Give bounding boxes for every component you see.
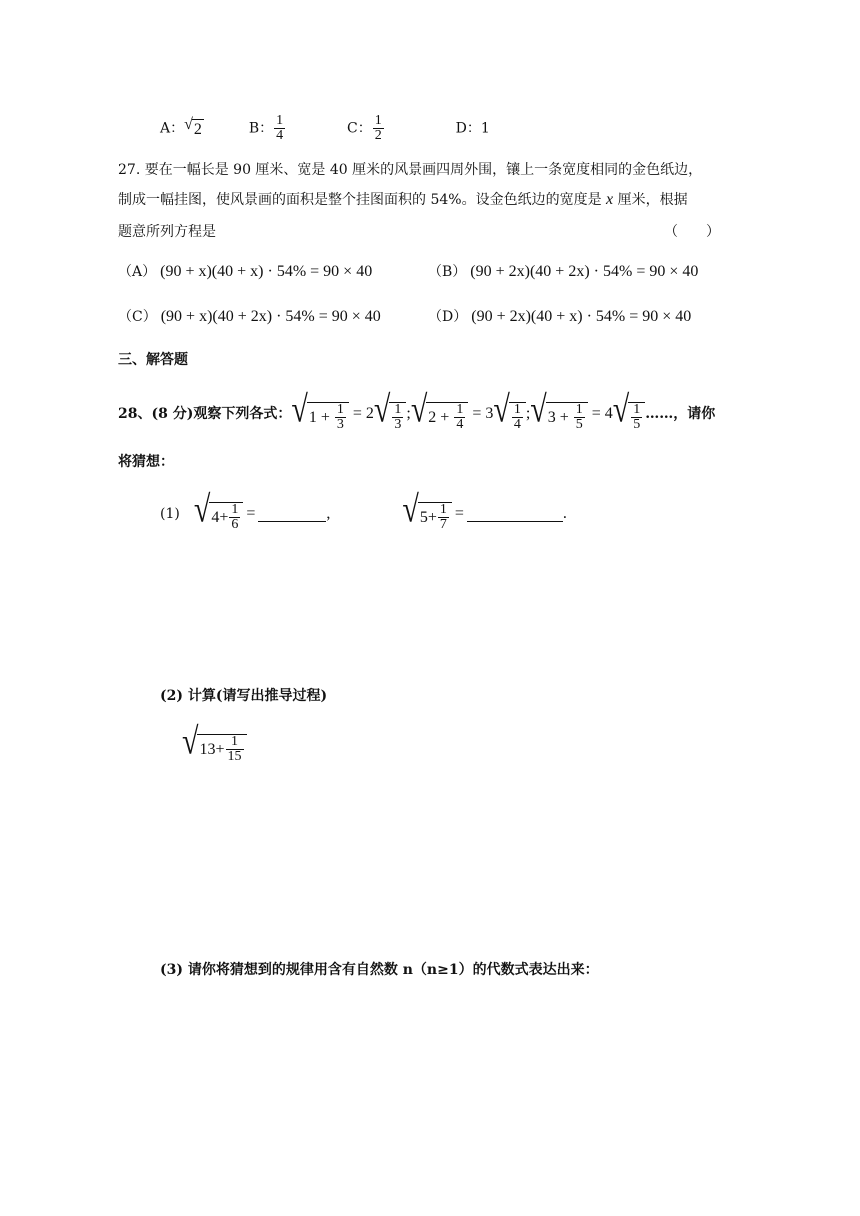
part1-expr-b: √ 5 + $\frac{1}{7}$ [402, 496, 452, 532]
q28-statement: 28、(8 分)观察下列各式： √ 1 + $\frac{1}{3}$ = 2 √ $\frac{1}{3}$ ; √ 2 + $\frac{1}{4}$ = 3 √ $\frac{1}{4}$ ; √ 3 + $\frac{1}{5}$ = 4 √ $\frac{1}{5}$ ……，请你 [118, 389, 716, 432]
equation-c: (90 + x)(40 + 2x) · 54% = 90 × 40 [160, 308, 381, 325]
q28-part2-expr: √ 13 + $\frac{1}{15}$ [182, 724, 247, 768]
option-d-value: 1 [480, 120, 490, 137]
answer-parentheses: （ ） [664, 224, 720, 240]
q28-line2: 将猜想： [118, 454, 174, 470]
sqrt-symbol: √ 2 [184, 116, 202, 138]
expr-3-result: √ $\frac{1}{5}$ [613, 396, 645, 432]
option-c-fraction: $\frac{1}{2}$ [374, 113, 382, 143]
part1-label: (1) [160, 506, 180, 522]
q26-options [160, 114, 490, 143]
answer-blank-1[interactable] [258, 507, 326, 522]
q27-line2: 制成一幅挂图，使风景画的面积是整个挂图面积的 54%。设金色纸边的宽度是 x 厘米，根据 [118, 191, 688, 208]
q28-part2-label: (2) 计算(请写出推导过程) [160, 688, 328, 704]
q28-part3-label: (3) 请你将猜想到的规律用含有自然数 n（n≥1）的代数式表达出来： [160, 962, 599, 978]
option-a-label: A： [160, 120, 185, 137]
q27-line3: 题意所列方程是 [118, 224, 216, 240]
q27-option-d: （D） (90 + 2x)(40 + x) · 54% = 90 × 40 [428, 308, 692, 325]
equation-b: (90 + 2x)(40 + 2x) · 54% = 90 × 40 [470, 263, 699, 280]
answer-blank-2[interactable] [467, 507, 563, 522]
q28-part1: (1) √ 4 + $\frac{1}{6}$ = , √ 5 + $\frac{1}{7}$ = . [160, 489, 567, 532]
expr-1-result: √ $\frac{1}{3}$ [374, 396, 406, 432]
variable-x: x [606, 191, 614, 208]
equation-d: (90 + 2x)(40 + x) · 54% = 90 × 40 [471, 308, 692, 325]
option-b-fraction: $\frac{1}{4}$ [276, 113, 284, 143]
option-b-label: B： [248, 120, 274, 137]
part1-expr-a: √ 4 + $\frac{1}{6}$ [194, 496, 244, 532]
q27-option-c: （C） (90 + x)(40 + 2x) · 54% = 90 × 40 [118, 308, 381, 325]
expr-2: √ 2 + $\frac{1}{4}$ [411, 396, 469, 432]
expr-1: √ 1 + $\frac{1}{3}$ [291, 396, 349, 432]
expr-2-result: √ $\frac{1}{4}$ [493, 396, 525, 432]
equation-a: (90 + x)(40 + x) · 54% = 90 × 40 [160, 263, 373, 280]
expr-3: √ 3 + $\frac{1}{5}$ [530, 396, 588, 432]
q27-option-b: （B） (90 + 2x)(40 + 2x) · 54% = 90 × 40 [428, 263, 699, 280]
q27-line1: 27. 要在一幅长是 90 厘米、宽是 40 厘米的风景画四周外围，镶上一条宽度相同的金色纸边， [118, 162, 703, 178]
q27-option-a: （A） (90 + x)(40 + x) · 54% = 90 × 40 [118, 263, 373, 280]
option-d-label: D： [455, 120, 481, 137]
section-title: 三、解答题 [118, 352, 188, 368]
option-c-label: C： [347, 120, 372, 137]
option-a-radicand: 2 [193, 121, 202, 138]
